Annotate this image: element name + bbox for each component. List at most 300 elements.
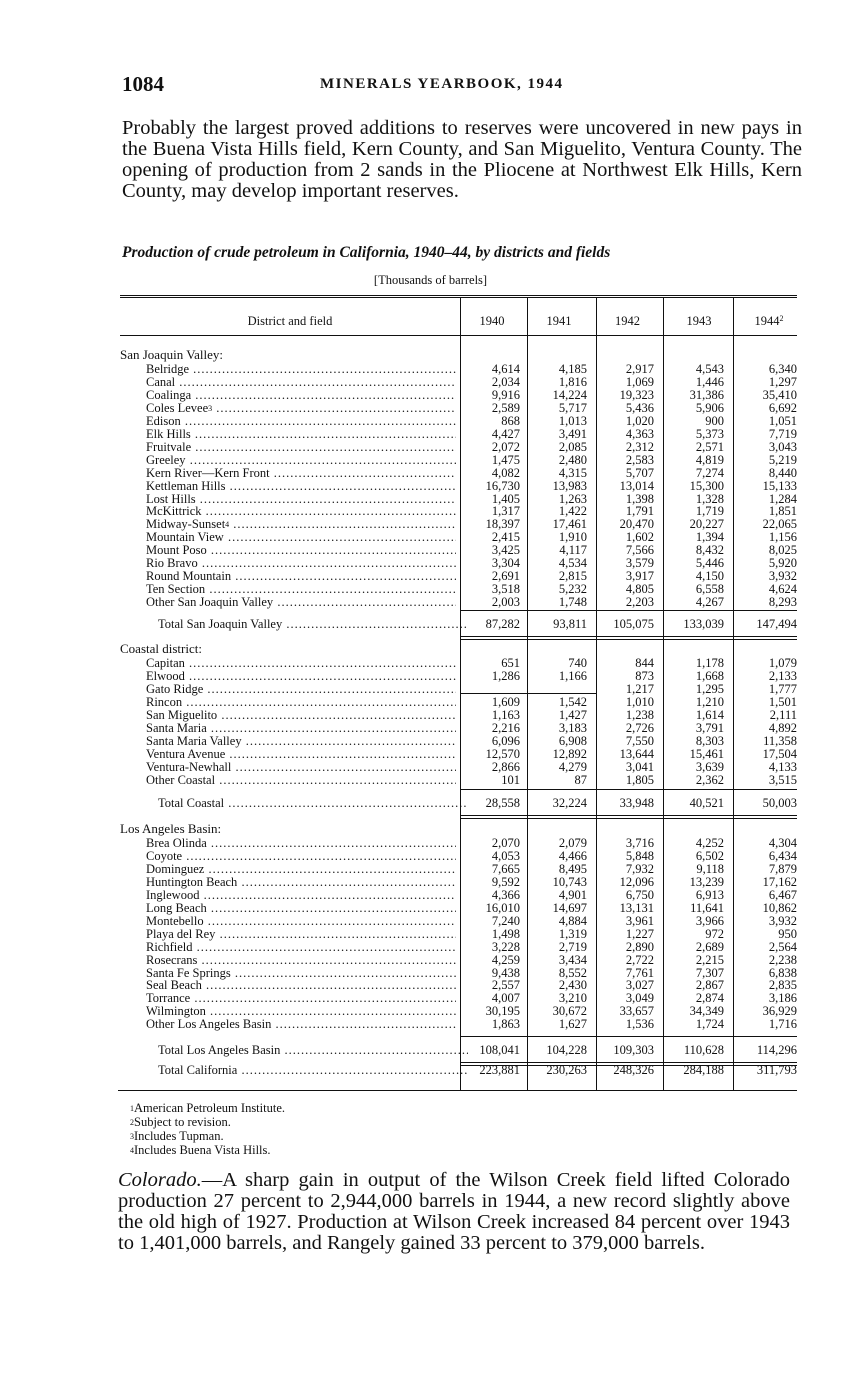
- cell-1942: 1,238: [625, 707, 654, 722]
- cell-1943: 5,373: [695, 426, 724, 441]
- table-row: [0, 761, 861, 774]
- field-name: Fruitvale: [146, 440, 192, 454]
- cell-1943: 1,614: [695, 707, 724, 722]
- cell-1942: 1,010: [625, 694, 654, 709]
- cell-1944: 8,025: [768, 543, 797, 558]
- field-name: Canal: [146, 375, 176, 389]
- cell-1941: 2,480: [558, 452, 587, 467]
- cell-1940: 1,609: [491, 694, 520, 709]
- stub-header: District and field: [247, 314, 333, 328]
- cell-1941: 4,466: [558, 848, 587, 863]
- row-label: [158, 1044, 468, 1057]
- cell-1943: 11,641: [690, 900, 724, 915]
- cell-1944: 3,515: [768, 772, 797, 787]
- row-label: [146, 583, 456, 596]
- field-name: McKittrick: [146, 505, 202, 519]
- table-row: [0, 722, 861, 735]
- double-rule: [460, 639, 797, 640]
- cell-1944: 1,284: [768, 491, 797, 506]
- cell-1940: 6,096: [491, 733, 520, 748]
- table-row: [0, 928, 861, 941]
- cell-1943: 31,386: [689, 387, 724, 402]
- cell-1942: 3,041: [625, 759, 654, 774]
- footnote-ref: 2: [779, 314, 784, 323]
- footnote-text: Subject to revision.: [134, 1115, 231, 1129]
- cell-1941: 87: [574, 772, 587, 787]
- cell-1940: 4,053: [491, 848, 520, 863]
- cell-1943: 5,446: [695, 556, 724, 571]
- cell-1942: 2,722: [625, 952, 654, 967]
- field-name: Santa Maria Valley: [146, 734, 242, 748]
- row-label: [146, 363, 456, 376]
- cell-1944: 4,624: [768, 582, 797, 597]
- cell-1943: 110,628: [683, 1043, 724, 1057]
- field-name: Ten Section: [146, 583, 206, 597]
- cell-1941: 230,263: [546, 1063, 587, 1077]
- cell-1943: 13,239: [689, 874, 724, 889]
- field-name: Richfield: [146, 940, 193, 954]
- cell-1944: 2,111: [769, 707, 797, 722]
- row-label: [146, 454, 456, 467]
- field-name: Huntington Beach: [146, 875, 238, 889]
- row-label: [146, 415, 456, 428]
- cell-1944: 2,238: [768, 952, 797, 967]
- cell-1942: 33,948: [619, 796, 654, 810]
- field-name: Seal Beach: [146, 979, 202, 993]
- cell-1943: 40,521: [689, 796, 724, 810]
- year-header-1940: 1940: [479, 314, 505, 328]
- cell-1944: 4,892: [768, 720, 797, 735]
- field-name: Total Coastal: [158, 797, 225, 810]
- cell-1942: 1,536: [625, 1017, 654, 1032]
- row-label: [146, 837, 456, 850]
- cell-1940: 1,863: [491, 1017, 520, 1032]
- row-label: [146, 531, 456, 544]
- cell-1944: 114,296: [756, 1043, 797, 1057]
- row-label: [146, 863, 456, 876]
- cell-1941: 3,491: [558, 426, 587, 441]
- field-name: Santa Maria: [146, 721, 207, 735]
- row-label: [158, 1064, 468, 1077]
- cell-1941: 1,816: [558, 374, 587, 389]
- cell-1942: 873: [635, 668, 654, 683]
- table-row: [0, 415, 861, 428]
- cell-1943: 1,328: [695, 491, 724, 506]
- section-heading: San Joaquin Valley:: [120, 347, 224, 362]
- cell-1941: 93,811: [553, 617, 587, 631]
- field-name: Round Mountain: [146, 570, 232, 584]
- cell-1941: 4,315: [558, 465, 587, 480]
- cell-1942: 13,014: [619, 478, 654, 493]
- cell-1944: 8,440: [768, 465, 797, 480]
- table-top-rule: [120, 295, 797, 296]
- table-row: [0, 876, 861, 889]
- cell-1940: 651: [501, 656, 520, 670]
- footnote-text: Includes Tupman.: [134, 1129, 224, 1143]
- double-rule: [460, 815, 797, 816]
- cell-1940: 4,259: [491, 952, 520, 967]
- cell-1942: 1,217: [625, 681, 654, 696]
- footnote-2: [130, 1116, 231, 1129]
- row-label: [146, 493, 456, 506]
- table-row: [0, 941, 861, 954]
- cell-1944: 22,065: [762, 517, 797, 532]
- field-name: Inglewood: [146, 888, 200, 902]
- cell-1940: 9,438: [491, 965, 520, 980]
- cell-1942: 1,805: [625, 772, 654, 787]
- cell-1942: 844: [635, 656, 654, 670]
- cell-1944: 1,051: [768, 413, 797, 428]
- cell-1944: 1,851: [768, 504, 797, 519]
- cell-1941: 32,224: [552, 796, 587, 810]
- cell-1943: 7,307: [695, 965, 724, 980]
- cell-1943: 284,188: [683, 1063, 724, 1077]
- cell-1944: 3,932: [768, 569, 797, 584]
- cell-1942: 33,657: [619, 1004, 654, 1019]
- cell-1943: 4,819: [695, 452, 724, 467]
- field-name: Kern River—Kern Front: [146, 466, 270, 480]
- cell-1942: 1,069: [625, 374, 654, 389]
- cell-1943: 5,906: [695, 400, 724, 415]
- cell-1940: 9,916: [491, 387, 520, 402]
- row-label: [146, 402, 456, 415]
- cell-1940: 2,034: [491, 374, 520, 389]
- cell-1942: 2,203: [625, 595, 654, 610]
- cell-1941: 4,185: [558, 362, 587, 376]
- cell-1943: 4,543: [695, 362, 724, 376]
- cell-1941: 1,166: [558, 668, 587, 683]
- cell-1941: 6,908: [558, 733, 587, 748]
- cell-1942: 2,917: [625, 362, 654, 376]
- cell-1943: 3,966: [695, 913, 724, 928]
- cell-1941: 4,534: [558, 556, 587, 571]
- cell-1943: 2,867: [695, 978, 724, 993]
- row-label: [146, 709, 456, 722]
- cell-1942: 3,917: [625, 569, 654, 584]
- cell-1941: 4,884: [558, 913, 587, 928]
- row-label: [158, 797, 468, 810]
- field-name: Mount Poso: [146, 544, 207, 558]
- dashed-separator: [460, 693, 596, 694]
- cell-1940: 3,425: [491, 543, 520, 558]
- year-header-1943: 1943: [686, 314, 712, 328]
- table-row: [0, 570, 861, 583]
- header-bottom-rule: [120, 335, 797, 336]
- cell-1942: 1,602: [625, 530, 654, 545]
- cell-1944: 3,186: [768, 991, 797, 1006]
- cell-1942: 3,579: [625, 556, 654, 571]
- field-name: Total California: [158, 1064, 238, 1077]
- table-row: [0, 402, 861, 415]
- field-name: Coyote: [146, 849, 183, 863]
- cell-1943: 4,150: [695, 569, 724, 584]
- cell-1940: 1,405: [491, 491, 520, 506]
- total-row: [0, 1044, 861, 1057]
- footnote-mark: 4: [130, 1146, 134, 1155]
- field-name: Rincon: [146, 695, 183, 709]
- cell-1940: 4,614: [491, 362, 520, 376]
- cell-1941: 14,224: [552, 387, 587, 402]
- table-row: [0, 441, 861, 454]
- cell-1943: 972: [705, 926, 724, 941]
- cell-1942: 5,707: [625, 465, 654, 480]
- year-header-1942: 1942: [615, 314, 640, 328]
- cell-1942: 3,961: [625, 913, 654, 928]
- cell-1944: 1,156: [768, 530, 797, 545]
- table-row: [0, 505, 861, 518]
- table-unit-note: [Thousands of barrels]: [373, 273, 488, 287]
- cell-1940: 3,228: [491, 939, 520, 954]
- cell-1941: 1,910: [558, 530, 587, 545]
- cell-1944: 6,467: [768, 887, 797, 902]
- cell-1943: 15,461: [689, 746, 724, 761]
- cell-1944: 311,793: [756, 1063, 797, 1077]
- cell-1942: 2,890: [625, 939, 654, 954]
- row-label: [146, 657, 456, 670]
- cell-1942: 4,805: [625, 582, 654, 597]
- row-label: [158, 618, 468, 631]
- cell-1941: 1,427: [558, 707, 587, 722]
- row-label: [146, 376, 456, 389]
- field-name: Wilmington: [146, 1005, 206, 1019]
- cell-1943: 1,719: [695, 504, 724, 519]
- field-name: Rosecrans: [146, 953, 198, 967]
- subtotal-rule: [460, 789, 797, 790]
- cell-1944: 147,494: [756, 617, 797, 631]
- table-row: [0, 889, 861, 902]
- cell-1943: 34,349: [689, 1004, 724, 1019]
- field-name: Total San Joaquin Valley: [158, 618, 283, 631]
- field-name: Edison: [146, 414, 181, 428]
- cell-1941: 740: [568, 656, 587, 670]
- cell-1942: 7,550: [625, 733, 654, 748]
- section-heading: Coastal district:: [120, 641, 202, 656]
- cell-1940: 4,007: [491, 991, 520, 1006]
- cell-1940: 868: [501, 413, 520, 428]
- cell-1941: 5,232: [558, 582, 587, 597]
- footnote-mark: 1: [130, 1104, 134, 1113]
- footnote-ref: 4: [225, 520, 230, 530]
- cell-1944: 3,043: [768, 439, 797, 454]
- cell-1944: 7,719: [768, 426, 797, 441]
- cell-1944: 2,133: [768, 668, 797, 683]
- table-row: [0, 954, 861, 967]
- cell-1941: 12,892: [552, 746, 587, 761]
- table-row: [0, 683, 861, 696]
- table-row: [0, 544, 861, 557]
- cell-1944: 36,929: [762, 1004, 797, 1019]
- cell-1943: 2,215: [695, 952, 724, 967]
- field-name: Capitan: [146, 657, 185, 670]
- table-row: [0, 467, 861, 480]
- table-caption: Production of crude petroleum in California, 1940–44, by districts and fields: [122, 244, 611, 261]
- cell-1944: 6,340: [768, 362, 797, 376]
- table-row: [0, 915, 861, 928]
- cell-1940: 28,558: [485, 796, 520, 810]
- table-row: [0, 774, 861, 787]
- table-row: [0, 902, 861, 915]
- cell-1940: 101: [501, 772, 520, 787]
- table-row: [0, 363, 861, 376]
- cell-1944: 1,501: [768, 694, 797, 709]
- cell-1943: 1,210: [695, 694, 724, 709]
- cell-1943: 1,446: [695, 374, 724, 389]
- row-label: [146, 557, 456, 570]
- cell-1940: 4,427: [491, 426, 520, 441]
- cell-1940: 108,041: [479, 1043, 520, 1057]
- field-name: Greeley: [146, 453, 186, 467]
- cell-1943: 6,502: [695, 848, 724, 863]
- footnote-4: [130, 1144, 271, 1157]
- running-head: MINERALS YEARBOOK, 1944: [320, 76, 564, 92]
- cell-1944: 4,304: [768, 836, 797, 850]
- footnote-ref: 3: [208, 403, 213, 413]
- row-label: [146, 761, 456, 774]
- field-name: Elk Hills: [146, 427, 191, 441]
- field-name: Coles Levee: [146, 401, 209, 415]
- subtotal-rule: [460, 610, 797, 611]
- cell-1940: 1,286: [491, 668, 520, 683]
- field-name: Ventura-Newhall: [146, 760, 232, 774]
- cell-1943: 2,874: [695, 991, 724, 1006]
- subtotal-rule: [460, 1036, 797, 1037]
- cell-1943: 20,227: [689, 517, 724, 532]
- cell-1944: 5,219: [768, 452, 797, 467]
- cell-1941: 10,743: [552, 874, 587, 889]
- cell-1943: 1,394: [695, 530, 724, 545]
- field-name: Dominguez: [146, 862, 205, 876]
- field-name: Belridge: [146, 363, 190, 376]
- cell-1944: 2,835: [768, 978, 797, 993]
- cell-1942: 1,791: [625, 504, 654, 519]
- field-name: Coalinga: [146, 388, 192, 402]
- row-label: [146, 1018, 456, 1031]
- cell-1941: 17,461: [552, 517, 587, 532]
- field-name: Other Coastal: [146, 773, 216, 787]
- cell-1943: 3,791: [695, 720, 724, 735]
- cell-1940: 4,366: [491, 887, 520, 902]
- cell-1943: 1,668: [695, 668, 724, 683]
- cell-1942: 6,750: [625, 887, 654, 902]
- cell-1941: 1,013: [558, 413, 587, 428]
- cell-1940: 16,730: [485, 478, 520, 493]
- cell-1944: 4,133: [768, 759, 797, 774]
- cell-1944: 6,434: [768, 848, 797, 863]
- field-name: Mountain View: [146, 531, 224, 545]
- table-row: [0, 518, 861, 531]
- cell-1943: 2,362: [695, 772, 724, 787]
- cell-1941: 8,552: [558, 965, 587, 980]
- cell-1942: 3,027: [625, 978, 654, 993]
- table-row: [0, 696, 861, 709]
- row-label: [146, 570, 456, 583]
- cell-1943: 3,639: [695, 759, 724, 774]
- cell-1943: 2,571: [695, 439, 724, 454]
- row-label: [146, 480, 456, 493]
- cell-1940: 2,003: [491, 595, 520, 610]
- table-row: [0, 531, 861, 544]
- cell-1940: 2,072: [491, 439, 520, 454]
- cell-1944: 5,920: [768, 556, 797, 571]
- row-label: [146, 735, 456, 748]
- cell-1941: 4,279: [558, 759, 587, 774]
- table-row: [0, 967, 861, 980]
- cell-1942: 3,049: [625, 991, 654, 1006]
- cell-1942: 248,326: [613, 1063, 654, 1077]
- row-label: [146, 389, 456, 402]
- cell-1941: 4,117: [559, 543, 587, 558]
- row-label: [146, 696, 456, 709]
- row-label: [146, 518, 456, 531]
- field-name: Lost Hills: [146, 492, 196, 506]
- year-header-1944: 1944$^2$: [754, 314, 784, 328]
- total-row: [0, 618, 861, 631]
- cell-1942: 5,436: [625, 400, 654, 415]
- footnote-text: Includes Buena Vista Hills.: [134, 1143, 271, 1157]
- cell-1943: 4,252: [695, 836, 724, 850]
- cell-1941: 3,434: [558, 952, 587, 967]
- cell-1941: 4,901: [558, 887, 587, 902]
- year-header-1941: 1941: [546, 314, 572, 328]
- cell-1943: 1,178: [695, 656, 724, 670]
- footnote-text: American Petroleum Institute.: [134, 1101, 286, 1115]
- cell-1940: 3,518: [491, 582, 520, 597]
- cell-1943: 8,432: [695, 543, 724, 558]
- cell-1942: 7,566: [625, 543, 654, 558]
- cell-1944: 8,293: [768, 595, 797, 610]
- row-label: [146, 954, 456, 967]
- cell-1942: 7,761: [625, 965, 654, 980]
- cell-1940: 4,082: [491, 465, 520, 480]
- table-row: [0, 454, 861, 467]
- row-label: [146, 915, 456, 928]
- cell-1944: 950: [778, 926, 797, 941]
- row-label: [146, 722, 456, 735]
- row-label: [146, 941, 456, 954]
- cell-1943: 4,267: [695, 595, 724, 610]
- cell-1942: 19,323: [619, 387, 654, 402]
- cell-1941: 30,672: [552, 1004, 587, 1019]
- cell-1940: 223,881: [479, 1063, 520, 1077]
- double-rule: [460, 818, 797, 819]
- cell-1940: 2,866: [491, 759, 520, 774]
- field-name: Other Los Angeles Basin: [146, 1018, 272, 1032]
- cell-1942: 2,312: [625, 439, 654, 454]
- footnote-mark: 2: [130, 1118, 134, 1127]
- row-label: [146, 967, 456, 980]
- row-label: [146, 748, 456, 761]
- cell-1943: 6,913: [695, 887, 724, 902]
- cell-1940: 30,195: [485, 1004, 520, 1019]
- table-row: [0, 735, 861, 748]
- cell-1943: 1,724: [695, 1017, 724, 1032]
- cell-1944: 6,692: [768, 400, 797, 415]
- cell-1943: 6,558: [695, 582, 724, 597]
- row-label: [146, 979, 456, 992]
- cell-1944: 7,879: [768, 861, 797, 876]
- cell-1941: 2,079: [558, 836, 587, 850]
- row-label: [146, 441, 456, 454]
- cell-1941: 2,719: [558, 939, 587, 954]
- cell-1940: 2,557: [491, 978, 520, 993]
- table-top-rule-2: [120, 297, 797, 298]
- cell-1942: 4,363: [625, 426, 654, 441]
- field-name: Montebello: [146, 914, 204, 928]
- field-name: Other San Joaquin Valley: [146, 596, 274, 610]
- cell-1942: 1,227: [625, 926, 654, 941]
- cell-1940: 1,475: [491, 452, 520, 467]
- cell-1943: 7,274: [695, 465, 724, 480]
